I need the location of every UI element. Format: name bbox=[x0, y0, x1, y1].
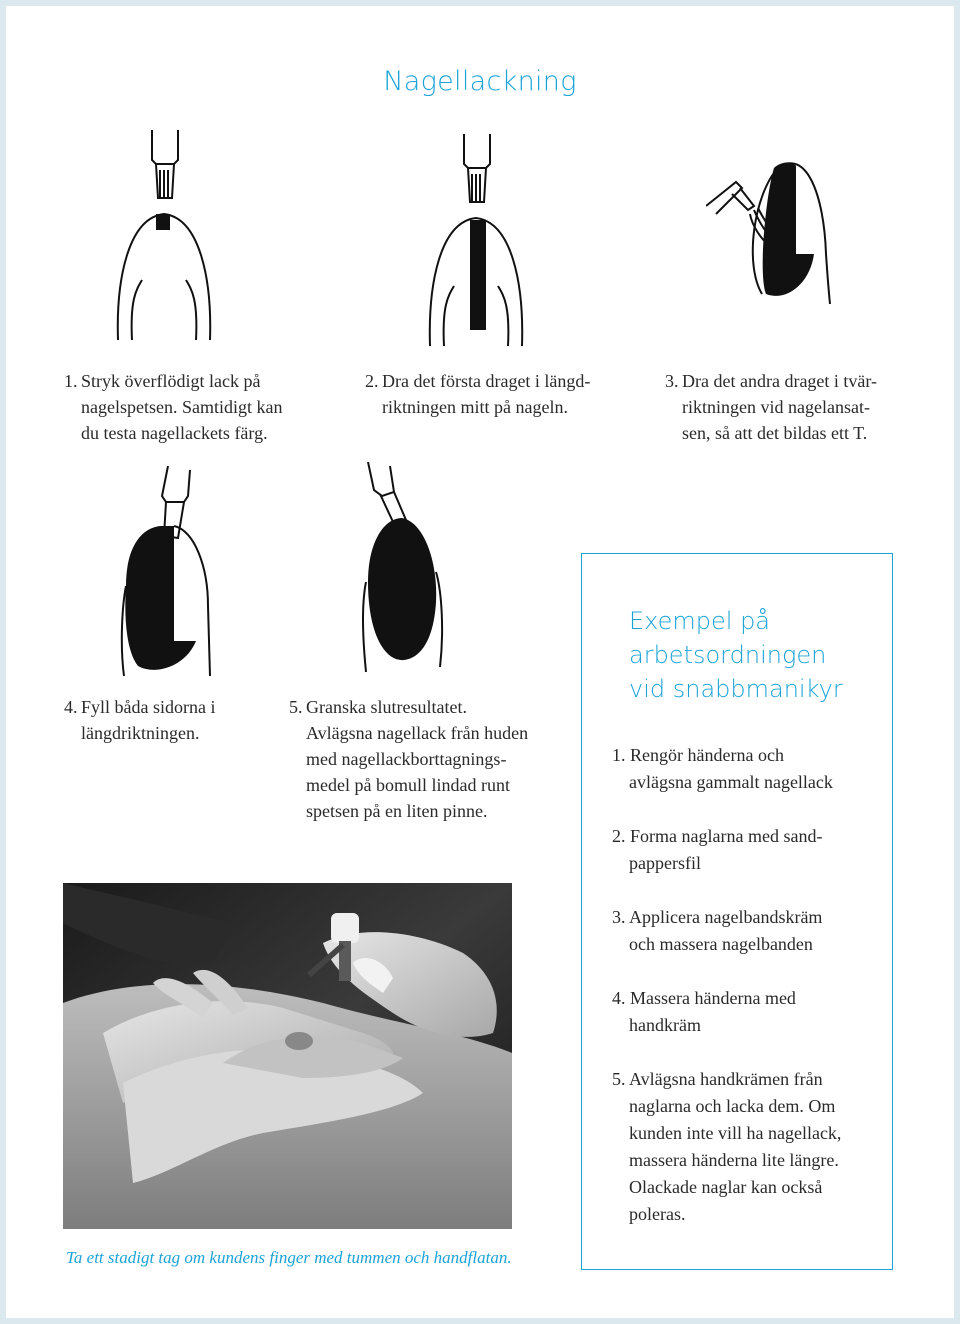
page bbox=[6, 6, 954, 1318]
nail-illustration-5 bbox=[354, 462, 464, 677]
step-number: 4. bbox=[612, 988, 626, 1008]
caption-line: medel på bomull lindad runt bbox=[306, 775, 510, 795]
step-line: Olackade naglar kan också bbox=[629, 1177, 823, 1197]
step-number: 3. bbox=[665, 371, 679, 391]
step-line: poleras. bbox=[629, 1204, 686, 1224]
caption-step-4 bbox=[64, 694, 215, 746]
step-line: naglarna och lacka dem. Om bbox=[629, 1096, 836, 1116]
step-number: 2. bbox=[365, 371, 379, 391]
step-line: och massera nagelbanden bbox=[629, 934, 813, 954]
list-item bbox=[612, 1066, 887, 1228]
list-item bbox=[612, 904, 887, 958]
box-title bbox=[629, 604, 843, 706]
box-steps-list bbox=[612, 742, 887, 1255]
box-title-line: arbetsordningen bbox=[629, 641, 827, 669]
caption-line: nagelspetsen. Samtidigt kan bbox=[81, 397, 283, 417]
list-item bbox=[612, 742, 887, 796]
step-number: 3. bbox=[612, 907, 626, 927]
nail-illustration-2 bbox=[418, 134, 538, 364]
caption-line: Fyll båda sidorna i bbox=[81, 697, 216, 717]
step-line: Avlägsna handkrämen från bbox=[629, 1069, 823, 1089]
caption-line: spetsen på en liten pinne. bbox=[306, 801, 488, 821]
step-line: Massera händerna med bbox=[630, 988, 796, 1008]
step-line: Rengör händerna och bbox=[630, 745, 784, 765]
step-number: 1. bbox=[612, 745, 626, 765]
caption-step-3 bbox=[665, 368, 877, 446]
list-item bbox=[612, 985, 887, 1039]
step-line: handkräm bbox=[629, 1015, 701, 1035]
step-number: 1. bbox=[64, 371, 78, 391]
list-item bbox=[612, 823, 887, 877]
photo-caption: Ta ett stadigt tag om kundens finger med tummen och handflatan. bbox=[66, 1248, 512, 1267]
step-number: 2. bbox=[612, 826, 626, 846]
step-number: 4. bbox=[64, 697, 78, 717]
caption-line: du testa nagellackets färg. bbox=[81, 423, 268, 443]
nail-illustration-4 bbox=[116, 466, 226, 681]
step-line: pappersfil bbox=[629, 853, 701, 873]
step-line: massera händerna lite längre. bbox=[629, 1150, 839, 1170]
caption-line: Stryk överflödigt lack på bbox=[81, 371, 261, 391]
step-number: 5. bbox=[612, 1069, 626, 1089]
caption-line: sen, så att det bildas ett T. bbox=[682, 423, 868, 443]
box-title-line: vid snabbmanikyr bbox=[629, 675, 843, 703]
nail-illustration-3 bbox=[706, 154, 846, 314]
caption-line: Dra det andra draget i tvär- bbox=[682, 371, 878, 391]
step-line: Applicera nagelbandskräm bbox=[629, 907, 823, 927]
caption-step-5 bbox=[289, 694, 528, 824]
caption-line: Granska slutresultatet. bbox=[306, 697, 467, 717]
step-number: 5. bbox=[289, 697, 303, 717]
caption-line: riktningen mitt på nageln. bbox=[382, 397, 568, 417]
step-line: kunden inte vill ha nagellack, bbox=[629, 1123, 842, 1143]
caption-line: Avlägsna nagellack från huden bbox=[306, 723, 529, 743]
caption-line: med nagellackborttagnings- bbox=[306, 749, 507, 769]
caption-step-1 bbox=[64, 368, 282, 446]
step-line: Forma naglarna med sand- bbox=[630, 826, 823, 846]
caption-line: riktningen vid nagelansat- bbox=[682, 397, 870, 417]
caption-line: längdriktningen. bbox=[81, 723, 200, 743]
manicure-photo bbox=[63, 883, 512, 1229]
nail-illustration-1 bbox=[106, 130, 226, 360]
quick-manicure-box bbox=[581, 553, 893, 1270]
page-title: Nagellackning bbox=[383, 66, 577, 97]
caption-line: Dra det första draget i längd- bbox=[382, 371, 591, 391]
box-title-line: Exempel på bbox=[629, 607, 771, 635]
step-line: avlägsna gammalt nagellack bbox=[629, 772, 833, 792]
caption-step-2 bbox=[365, 368, 590, 420]
